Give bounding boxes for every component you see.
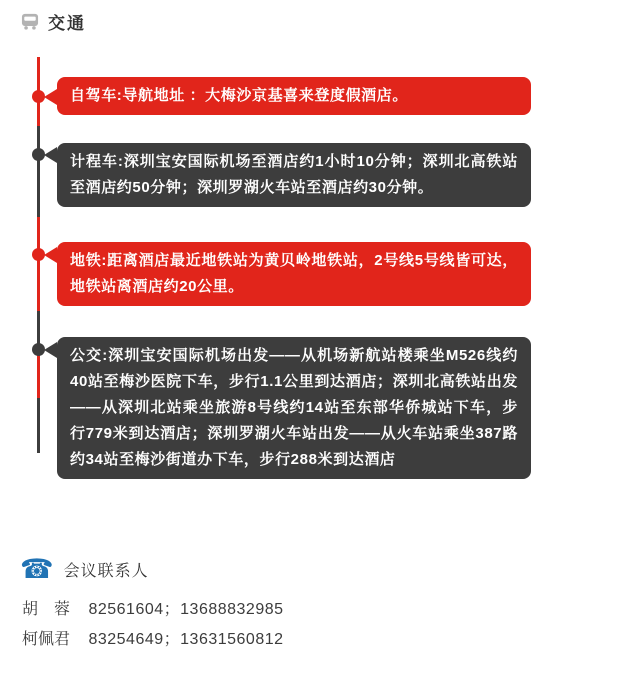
contact-row [22,626,284,649]
contact-phones: 82561604；13688832985 [88,601,284,618]
phone-icon: ☎ [20,554,54,585]
contact-row [22,596,284,619]
page-header [21,9,86,34]
timeline-item-bus: 公交:深圳宝安国际机场出发——从机场新航站楼乘坐M526线约40站至梅沙医院下车，步行1.1公里到达酒店；深圳北高铁站出发——从深圳北站乘坐旅游8号线约14站至东部华侨城站下车，步行779米到达酒店；深圳罗湖火车站出发——从火车站乘坐387路约34站至梅沙街道办下车，步行288米到达酒店 [57,337,531,479]
timeline-rail-segment [37,217,40,311]
contact-name: 柯佩君 [22,631,71,648]
contact-name: 胡 蓉 [22,601,71,618]
bubble-tail-icon [44,89,57,105]
bubble-tail-icon [44,247,57,263]
page-title: 交通 [48,14,86,33]
contact-phones: 83254649；13631560812 [88,631,284,648]
bus-icon [21,13,39,30]
timeline-rail-segment [37,126,40,217]
timeline-item-taxi: 计程车:深圳宝安国际机场至酒店约1小时10分钟；深圳北高铁站至酒店约50分钟；深圳罗湖火车站至酒店约30分钟。 [57,143,531,207]
timeline-rail-segment [37,398,40,453]
contacts-heading: 会议联系人 [63,563,149,580]
bubble-tail-icon [44,147,57,163]
contacts-header [20,556,149,583]
timeline-rail-segment [37,355,40,398]
bubble-tail-icon [44,342,57,358]
timeline-item-self-drive: 自驾车:导航地址 ：大梅沙京基喜来登度假酒店。 [57,77,531,115]
timeline-item-metro: 地铁:距离酒店最近地铁站为黄贝岭地铁站，2号线5号线皆可达，地铁站离酒店约20公里。 [57,242,531,306]
